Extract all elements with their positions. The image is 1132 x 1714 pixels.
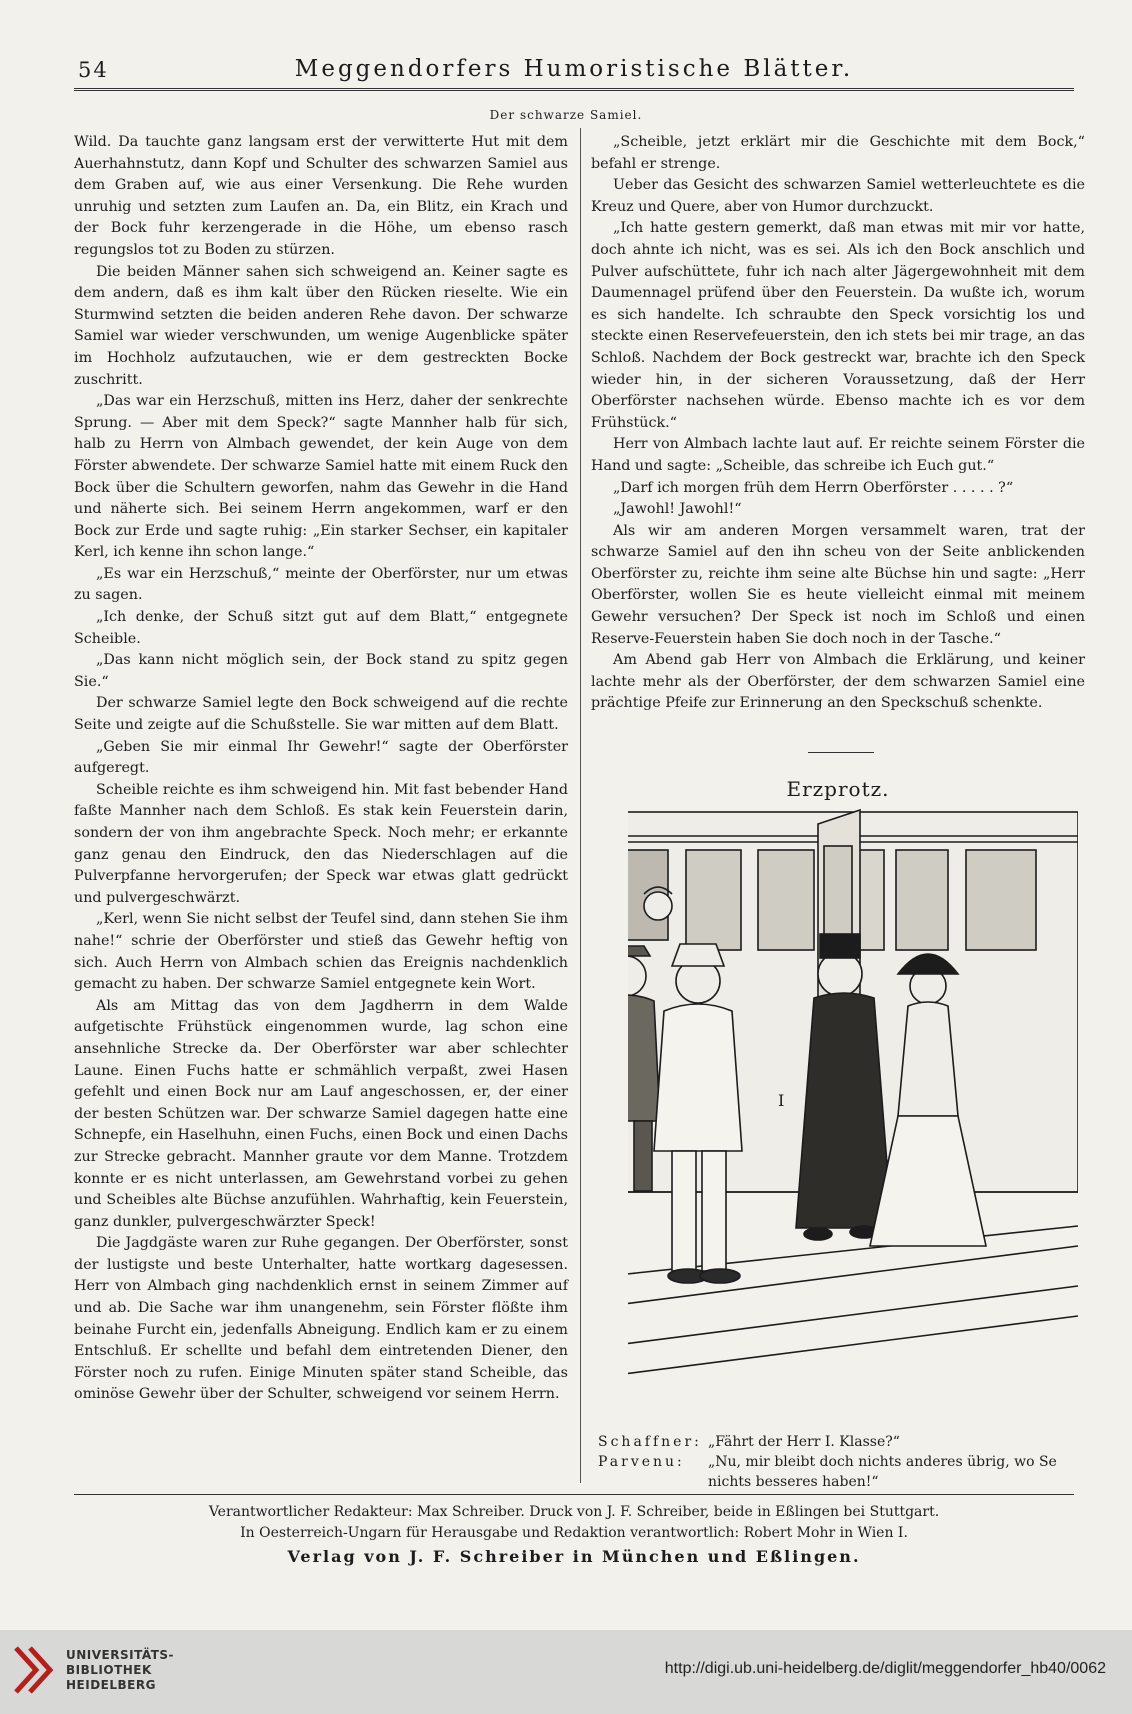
page-header [74,52,1074,86]
story-paragraph: Der schwarze Samiel legte den Bock schweigend auf die rechte Seite und zeigte auf die Schußstelle. Sie war mitten auf dem Blatt. [74,695,568,734]
caption-speaker: Parvenu: [598,1454,685,1470]
story-paragraph: Scheible reichte es ihm schweigend hin. Mit fast bebender Hand faßte Mannher nach dem Schloß. Es stak kein Feuerstein darin, sondern der von ihm angebrachte Speck. Noch mehr; er erkannte ganz genau den Eindruck, den das Niederschlagen auf die Pulverpfanne hervorgerufen; der Speck war etwas glatt gedrückt und pulvergeschwärzt. [74,781,568,906]
story-paragraph: Herr von Almbach lachte laut auf. Er reichte seinem Förster die Hand und sagte: „Scheible, das schreibe ich Euch gut.“ [591,436,1085,474]
page-number: 54 [78,58,109,82]
story-paragraph: „Darf ich morgen früh dem Herrn Oberförster . . . . . ?“ [613,479,1014,496]
caption-line [598,1432,1084,1452]
story-title: Der schwarze Samiel. [489,108,643,122]
column-divider [580,128,581,1483]
right-column [591,132,1085,715]
story-paragraph: Als wir am anderen Morgen versammelt waren, trat der schwarze Samiel auf den ihn scheu von der Seite anblickenden Oberförster zu, reichte ihm seine alte Büchse hin und sagte: „Herr Oberförster, wollen Sie es heute vielleicht einmal mit meinem Gewehr versuchen? Der Speck ist noch im Schloß und einen Reserve-Feuerstein haben Sie doch noch in der Tasche.“ [591,522,1085,647]
story-paragraph: „Jawohl! Jawohl!“ [613,501,742,518]
caption-text: „Nu, mir bleibt doch nichts anderes übrig, wo Se nichts besseres haben!“ [708,1454,1057,1490]
digitization-banner [0,1630,1132,1714]
story-paragraph: „Das kann nicht möglich sein, der Bock stand zu spitz gegen Sie.“ [74,652,568,690]
imprint-editor: Verantwortlicher Redakteur: Max Schreiber. Druck von J. F. Schreiber, beide in Eßlingen bei Stuttgart. [208,1504,940,1520]
story-paragraph: „Es war ein Herzschuß,“ meinte der Oberförster, nur um etwas zu sagen. [74,565,568,604]
door-number: I [778,1091,785,1110]
story-paragraph: „Scheible, jetzt erklärt mir die Geschichte mit dem Bock,“ befahl er strenge. [591,134,1085,172]
cartoon-caption [598,1432,1084,1492]
story-paragraph: Wild. Da tauchte ganz langsam erst der verwitterte Hut mit dem Auerhahnstutz, dann Kopf und Schulter des schwarzen Samiel aus dem Graben auf, wie aus einer Versenkung. Die Rehe wurden unruhig und setzten zum Laufen an. Da, ein Blitz, ein Krach und der Bock fuhr kerzengerade in die Höhe, um ebenso rasch regungslos tot zu Boden zu stürzen. [74,134,568,258]
story-paragraph: Die beiden Männer sahen sich schweigend an. Keiner sagte es dem andern, daß es ihm kalt über den Rücken rieselte. Wie ein Sturmwind setzten die beiden anderen Rehe davon. Der schwarze Samiel war wieder verschwunden, um wenige Augenblicke später im Hochholz aufzutauchen, wie er dem gestreckten Bocke zuschritt. [74,263,568,388]
section-divider [808,752,874,753]
footer-rule [74,1494,1074,1495]
source-url-link[interactable]: http://digi.ub.uni-heidelberg.de/diglit/meggendorfer_hb40/0062 [664,1660,1106,1677]
imprint-publisher: Verlag von J. F. Schreiber in München und Eßlingen. [287,1547,861,1566]
story-paragraph: „Ich hatte gestern gemerkt, daß man etwas mit mir vor hatte, doch ahnte ich nicht, was es sei. Als ich den Bock anschlich und Pulver aufschüttete, fuhr ich nach alter Jägergewohnheit mit dem Daumennagel prüfend über den Feuerstein. Da wußte ich, worum es sich handelte. Ich schraubte den Speck vorsichtig los und steckte einen Reservefeuerstein, den ich stets bei mir trage, an das Schloß. Nachdem der Bock gestreckt war, brachte ich den Speck wieder hin, in der sicheren Voraussetzung, daß der Herr Oberförster nachsehen würde. Ebenso machte ich es vor dem Frühstück.“ [591,220,1085,431]
story-paragraph: Am Abend gab Herr von Almbach die Erklärung, und keiner lachte mehr als der Oberförster, der dem schwarzen Samiel eine prächtige Pfeife zur Erinnerung an den Speckschuß schenkte. [591,652,1085,712]
caption-speaker: Schaffner: [598,1434,702,1450]
library-logo-icon [8,1640,62,1704]
header-rule [74,88,1074,91]
cartoon-illustration [628,806,1078,1406]
story-paragraph: Die Jagdgäste waren zur Ruhe gegangen. Der Oberförster, sonst der lustigste und beste Unterhalter, hatte wortkarg dagesessen. Herr von Almbach ging nachdenklich ernst in seinem Zimmer auf und ab. Die Sache war ihm unangenehm, sein Förster flößte ihm beinahe Furcht ein, jedenfalls Abneigung. Endlich kam er zu einem Entschluß. Er schellte und befahl dem eintretenden Diener, den Förster noch zu rufen. Einige Minuten später stand Scheible, das ominöse Gewehr über der Schulter, schweigend vor seinem Herrn. [74,1235,568,1403]
story-paragraph: „Kerl, wenn Sie nicht selbst der Teufel sind, dann stehen Sie ihm nahe!“ schrie der Oberförster und stieß das Gewehr heftig von sich. Auch Herrn von Almbach schien das Ereignis nachdenklich gemacht zu haben. Der schwarze Samiel entgegnete kein Wort. [74,911,568,993]
caption-text: „Fährt der Herr I. Klasse?“ [708,1434,900,1450]
story-paragraph: Ueber das Gesicht des schwarzen Samiel wetterleuchtete es die Kreuz und Quere, aber von Humor durchzuckt. [591,177,1085,215]
imprint [74,1502,1074,1567]
story-paragraph: „Ich denke, der Schuß sitzt gut auf dem Blatt,“ entgegnete Scheible. [74,609,568,647]
caption-line [598,1452,1084,1492]
left-column [74,132,568,1406]
story-paragraph: „Das war ein Herzschuß, mitten ins Herz, daher der senkrechte Sprung. — Aber mit dem Speck?“ sagte Mannher halb für sich, halb zu Herrn von Almbach gewendet, der kein Auge von dem Förster abwendete. Der schwarze Samiel hatte mit einem Ruck den Bock über die Schultern geworfen, nahm das Gewehr in die Hand und näherte sich. Bei seinem Herrn angekommen, warf er den Bock zur Erde und sagte ruhig: „Ein starker Sechser, ein kapitaler Kerl, ich kenne ihn schon lange.“ [74,393,568,561]
imprint-austria: In Oesterreich-Ungarn für Herausgabe und Redaktion verantwortlich: Robert Mohr in Wien I. [240,1525,908,1541]
story-paragraph: Als am Mittag das von dem Jagdherrn in dem Walde aufgetischte Frühstück eingenommen wurde, lag schon eine ansehnliche Strecke da. Der Oberförster war aber schlechter Laune. Einen Fuchs hatte er schmählich verpaßt, zwei Hasen gefehlt und einen Bock nur am Lauf angeschossen, er, der einer der besten Schützen war. Der schwarze Samiel dagegen hatte eine Schnepfe, ein Haselhuhn, einen Fuchs, einen Bock und einen Dachs zur Strecke gebracht. Mannher graute vor dem Manne. Trotzdem konnte er es nicht unterlassen, am Gewehrstand vorbei zu gehen und Scheibles alte Büchse anzufühlen. Wahrhaftig, kein Feuerstein, ganz dunkler, pulvergeschwärzter Speck! [74,997,568,1230]
library-name: UNIVERSITÄTS- BIBLIOTHEK HEIDELBERG [66,1648,175,1692]
story-paragraph: „Geben Sie mir einmal Ihr Gewehr!“ sagte der Oberförster aufgeregt. [74,738,568,777]
cartoon-title: Erzprotz. [786,777,890,801]
journal-title: Meggendorfers Humoristische Blätter. [294,56,854,82]
